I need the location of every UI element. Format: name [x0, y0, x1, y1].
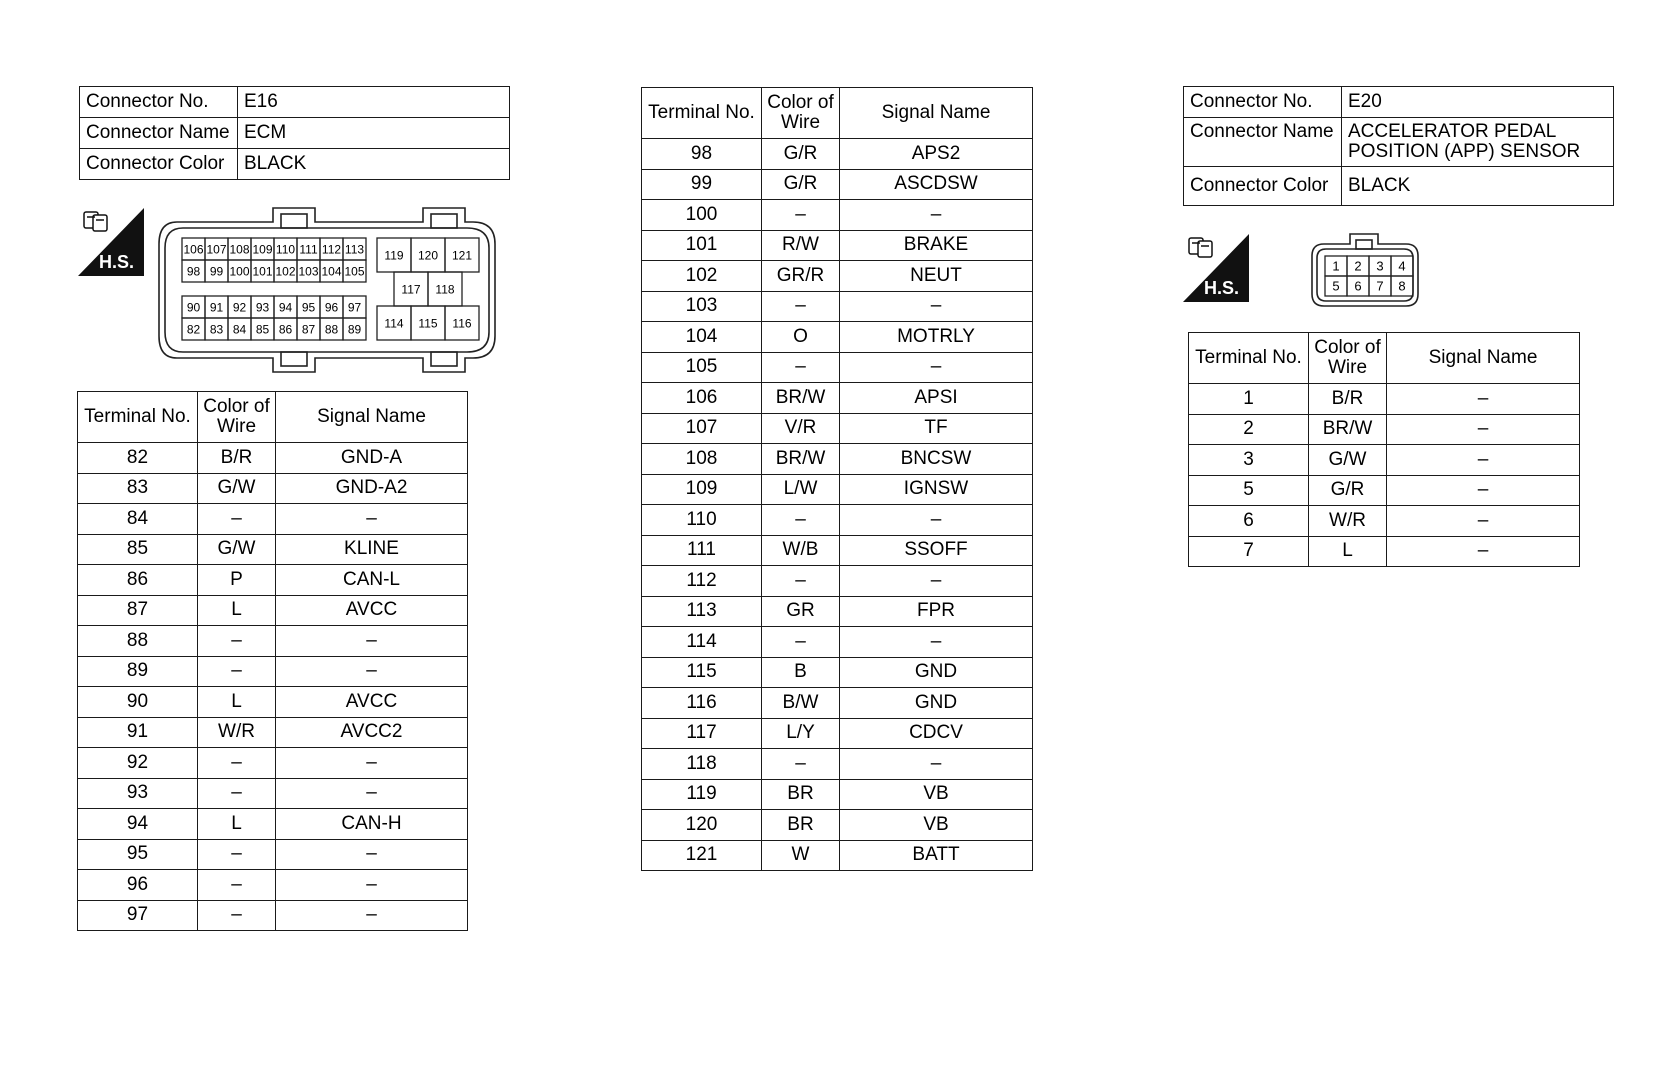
signal-name-cell: GND-A	[276, 443, 468, 474]
signal-name-cell: –	[840, 505, 1033, 536]
table-row	[78, 473, 468, 504]
wire-color-cell: BR/W	[762, 444, 840, 475]
table-header-row	[642, 88, 1033, 139]
terminal-no-cell: 7	[1189, 536, 1309, 567]
color-of-wire-header: Color of Wire	[198, 392, 276, 443]
pin-number: 112	[321, 242, 342, 257]
pin-number: 1	[1332, 258, 1340, 274]
e16-terminal-table-left	[77, 391, 468, 931]
wire-color-cell: L	[198, 809, 276, 840]
terminal-no-cell: 116	[642, 688, 762, 719]
terminal-no-cell: 103	[642, 291, 762, 322]
terminal-no-cell: 111	[642, 535, 762, 566]
signal-name-cell: ASCDSW	[840, 169, 1033, 200]
wire-color-cell: L/Y	[762, 718, 840, 749]
wire-color-cell: –	[198, 656, 276, 687]
pin-block-right	[377, 238, 479, 340]
e20-connector-face-diagram	[1310, 232, 1422, 308]
table-row	[642, 261, 1033, 292]
table-row	[642, 749, 1033, 780]
table-row	[78, 748, 468, 779]
table-row	[78, 565, 468, 596]
signal-name-header: Signal Name	[840, 88, 1033, 139]
terminal-no-cell: 90	[78, 687, 198, 718]
terminal-no-cell: 93	[78, 778, 198, 809]
connector-no-row	[1184, 87, 1614, 118]
wire-color-cell: –	[762, 749, 840, 780]
connector-no-value: E16	[238, 87, 510, 118]
table-row	[642, 322, 1033, 353]
e16-connector-info-table	[79, 86, 510, 180]
wire-color-cell: W	[762, 840, 840, 871]
signal-name-cell: –	[1387, 414, 1580, 445]
pin-number: 96	[324, 300, 339, 315]
connector-color-label: Connector Color	[1184, 167, 1342, 206]
table-row	[78, 443, 468, 474]
pin-number: 83	[209, 322, 224, 337]
pin-number: 113	[344, 242, 365, 257]
signal-name-cell: SSOFF	[840, 535, 1033, 566]
color-of-wire-header: Color of Wire	[1309, 333, 1387, 384]
wire-color-cell: O	[762, 322, 840, 353]
pin-block-upper-left	[182, 238, 366, 282]
wire-color-cell: –	[198, 839, 276, 870]
hs-label: H.S.	[1204, 278, 1240, 298]
e20-connector-info-table	[1183, 86, 1614, 206]
pin-number: 104	[321, 264, 342, 279]
table-row	[642, 657, 1033, 688]
pin-number: 107	[206, 242, 227, 257]
pin-number: 91	[209, 300, 224, 315]
wire-color-cell: L	[198, 687, 276, 718]
signal-name-cell: –	[276, 656, 468, 687]
wire-color-cell: W/R	[198, 717, 276, 748]
signal-name-cell: IGNSW	[840, 474, 1033, 505]
terminal-no-header: Terminal No.	[642, 88, 762, 139]
table-row	[78, 870, 468, 901]
pin-number: 116	[452, 316, 472, 331]
table-row	[642, 474, 1033, 505]
wire-color-cell: B	[762, 657, 840, 688]
wire-color-cell: G/R	[762, 169, 840, 200]
pin-number: 89	[347, 322, 362, 337]
signal-name-cell: –	[276, 870, 468, 901]
table-row	[642, 383, 1033, 414]
terminal-no-cell: 120	[642, 810, 762, 841]
pin-number: 119	[384, 248, 404, 263]
terminal-no-cell: 96	[78, 870, 198, 901]
pin-number: 106	[183, 242, 204, 257]
terminal-no-cell: 1	[1189, 384, 1309, 415]
wire-color-cell: –	[198, 778, 276, 809]
connector-name-value: ACCELERATOR PEDAL POSITION (APP) SENSOR	[1342, 118, 1614, 167]
wire-color-cell: G/W	[198, 473, 276, 504]
pin-number: 4	[1398, 258, 1406, 274]
connector-no-row	[80, 87, 510, 118]
terminal-no-cell: 115	[642, 657, 762, 688]
table-row	[78, 504, 468, 535]
signal-name-cell: CAN-L	[276, 565, 468, 596]
wire-color-cell: –	[762, 352, 840, 383]
connector-color-row	[1184, 167, 1614, 206]
pin-number: 5	[1332, 278, 1340, 294]
table-row	[78, 717, 468, 748]
e16-terminal-table-middle	[641, 87, 1033, 871]
wire-color-cell: B/R	[1309, 384, 1387, 415]
pin-number: 109	[252, 242, 273, 257]
table-row	[78, 626, 468, 657]
terminal-no-cell: 109	[642, 474, 762, 505]
table-row	[78, 534, 468, 565]
pin-number: 90	[186, 300, 201, 315]
terminal-no-cell: 104	[642, 322, 762, 353]
terminal-no-cell: 107	[642, 413, 762, 444]
signal-name-cell: –	[1387, 384, 1580, 415]
pin-number: 84	[232, 322, 247, 337]
wire-color-cell: V/R	[762, 413, 840, 444]
signal-name-cell: VB	[840, 779, 1033, 810]
terminal-no-cell: 91	[78, 717, 198, 748]
connector-no-label: Connector No.	[80, 87, 238, 118]
signal-name-cell: –	[276, 839, 468, 870]
table-row	[1189, 384, 1580, 415]
table-header-row	[1189, 333, 1580, 384]
pin-number: 87	[301, 322, 316, 337]
signal-name-cell: APS2	[840, 139, 1033, 170]
connector-color-label: Connector Color	[80, 149, 238, 180]
signal-name-cell: NEUT	[840, 261, 1033, 292]
signal-name-cell: –	[840, 627, 1033, 658]
signal-name-cell: VB	[840, 810, 1033, 841]
table-row	[78, 656, 468, 687]
terminal-no-cell: 2	[1189, 414, 1309, 445]
connector-hand-icon	[84, 212, 107, 231]
table-row	[78, 900, 468, 931]
terminal-no-cell: 121	[642, 840, 762, 871]
pin-number: 82	[186, 322, 201, 337]
table-row	[78, 809, 468, 840]
terminal-no-cell: 94	[78, 809, 198, 840]
terminal-no-cell: 101	[642, 230, 762, 261]
e20-terminal-table	[1188, 332, 1580, 567]
terminal-no-cell: 95	[78, 839, 198, 870]
table-row	[642, 627, 1033, 658]
terminal-no-cell: 82	[78, 443, 198, 474]
wire-color-cell: –	[762, 627, 840, 658]
table-row	[642, 230, 1033, 261]
terminal-no-cell: 98	[642, 139, 762, 170]
signal-name-cell: –	[1387, 506, 1580, 537]
pin-number: 8	[1398, 278, 1406, 294]
pin-number: 118	[435, 282, 455, 297]
wire-color-cell: L/W	[762, 474, 840, 505]
signal-name-cell: CDCV	[840, 718, 1033, 749]
table-row	[78, 595, 468, 626]
terminal-no-cell: 84	[78, 504, 198, 535]
wire-color-cell: GR/R	[762, 261, 840, 292]
pin-number: 7	[1376, 278, 1384, 294]
signal-name-cell: AVCC	[276, 595, 468, 626]
color-of-wire-header: Color of Wire	[762, 88, 840, 139]
wire-color-cell: W/B	[762, 535, 840, 566]
signal-name-cell: –	[1387, 536, 1580, 567]
signal-name-cell: –	[1387, 475, 1580, 506]
wire-color-cell: BR/W	[1309, 414, 1387, 445]
terminal-no-cell: 108	[642, 444, 762, 475]
table-row	[642, 840, 1033, 871]
pin-number: 99	[209, 264, 224, 279]
pin-number: 95	[301, 300, 316, 315]
table-row	[642, 718, 1033, 749]
terminal-no-cell: 97	[78, 900, 198, 931]
terminal-no-cell: 92	[78, 748, 198, 779]
signal-name-header: Signal Name	[1387, 333, 1580, 384]
harness-side-badge	[78, 208, 144, 276]
pin-number: 94	[278, 300, 293, 315]
pin-number: 110	[275, 242, 296, 257]
table-header-row	[78, 392, 468, 443]
hs-label: H.S.	[99, 252, 135, 272]
connector-color-value: BLACK	[1342, 167, 1614, 206]
pin-block-lower-left	[182, 296, 366, 340]
pin-number: 2	[1354, 258, 1362, 274]
signal-name-cell: TF	[840, 413, 1033, 444]
table-row	[642, 566, 1033, 597]
table-row	[642, 444, 1033, 475]
wire-color-cell: W/R	[1309, 506, 1387, 537]
signal-name-cell: AVCC	[276, 687, 468, 718]
connector-hand-icon	[1189, 238, 1212, 257]
wire-color-cell: G/W	[198, 534, 276, 565]
wire-color-cell: –	[762, 291, 840, 322]
pin-number: 121	[451, 248, 473, 263]
e16-connector-face-diagram	[155, 200, 507, 380]
wire-color-cell: G/R	[1309, 475, 1387, 506]
pin-number: 93	[255, 300, 270, 315]
terminal-no-cell: 114	[642, 627, 762, 658]
terminal-no-cell: 113	[642, 596, 762, 627]
pin-number: 117	[401, 282, 421, 297]
wire-color-cell: –	[762, 566, 840, 597]
table-row	[642, 596, 1033, 627]
terminal-no-cell: 102	[642, 261, 762, 292]
pin-number: 105	[344, 264, 365, 279]
pin-number: 100	[229, 264, 250, 279]
signal-name-cell: –	[276, 778, 468, 809]
connector-no-value: E20	[1342, 87, 1614, 118]
signal-name-cell: BRAKE	[840, 230, 1033, 261]
signal-name-cell: APSI	[840, 383, 1033, 414]
pin-number: 98	[186, 264, 201, 279]
pin-number: 88	[324, 322, 339, 337]
pin-number: 103	[298, 264, 319, 279]
table-row	[642, 200, 1033, 231]
connector-name-label: Connector Name	[80, 118, 238, 149]
table-row	[78, 687, 468, 718]
signal-name-cell: GND	[840, 657, 1033, 688]
connector-name-row	[80, 118, 510, 149]
terminal-no-cell: 6	[1189, 506, 1309, 537]
table-row	[1189, 536, 1580, 567]
pin-number: 85	[255, 322, 270, 337]
signal-name-cell: –	[840, 352, 1033, 383]
table-row	[642, 139, 1033, 170]
wire-color-cell: –	[198, 504, 276, 535]
wire-color-cell: B/W	[762, 688, 840, 719]
signal-name-cell: –	[840, 749, 1033, 780]
signal-name-cell: GND-A2	[276, 473, 468, 504]
terminal-no-cell: 86	[78, 565, 198, 596]
terminal-no-cell: 88	[78, 626, 198, 657]
table-row	[642, 688, 1033, 719]
wire-color-cell: BR	[762, 810, 840, 841]
signal-name-cell: –	[1387, 445, 1580, 476]
pin-number: 114	[384, 316, 404, 331]
terminal-no-cell: 112	[642, 566, 762, 597]
pin-number: 86	[278, 322, 293, 337]
table-row	[642, 291, 1033, 322]
signal-name-cell: CAN-H	[276, 809, 468, 840]
wire-color-cell: G/R	[762, 139, 840, 170]
pin-number: 108	[229, 242, 250, 257]
terminal-no-header: Terminal No.	[1189, 333, 1309, 384]
signal-name-cell: –	[840, 200, 1033, 231]
signal-name-cell: –	[276, 900, 468, 931]
wire-color-cell: –	[198, 626, 276, 657]
pin-number: 101	[252, 264, 273, 279]
connector-name-value: ECM	[238, 118, 510, 149]
terminal-no-cell: 5	[1189, 475, 1309, 506]
terminal-no-cell: 89	[78, 656, 198, 687]
terminal-no-cell: 118	[642, 749, 762, 780]
connector-no-label: Connector No.	[1184, 87, 1342, 118]
wire-color-cell: –	[198, 870, 276, 901]
table-row	[642, 169, 1033, 200]
signal-name-cell: BATT	[840, 840, 1033, 871]
pin-number: 115	[418, 316, 438, 331]
pin-number: 97	[347, 300, 362, 315]
connector-color-row	[80, 149, 510, 180]
pin-number: 92	[232, 300, 247, 315]
connector-name-label: Connector Name	[1184, 118, 1342, 167]
table-row	[1189, 445, 1580, 476]
terminal-no-cell: 100	[642, 200, 762, 231]
harness-side-badge	[1183, 234, 1249, 302]
table-row	[642, 505, 1033, 536]
pin-number: 6	[1354, 278, 1362, 294]
table-row	[1189, 414, 1580, 445]
connector-color-value: BLACK	[238, 149, 510, 180]
signal-name-cell: –	[276, 626, 468, 657]
wire-color-cell: G/W	[1309, 445, 1387, 476]
terminal-no-header: Terminal No.	[78, 392, 198, 443]
wire-color-cell: BR/W	[762, 383, 840, 414]
terminal-no-cell: 83	[78, 473, 198, 504]
table-row	[642, 352, 1033, 383]
terminal-no-cell: 110	[642, 505, 762, 536]
pin-number: 102	[275, 264, 296, 279]
table-row	[642, 810, 1033, 841]
wire-color-cell: –	[198, 748, 276, 779]
wire-color-cell: –	[762, 200, 840, 231]
wire-color-cell: L	[198, 595, 276, 626]
wire-color-cell: P	[198, 565, 276, 596]
signal-name-cell: –	[276, 504, 468, 535]
wire-color-cell: BR	[762, 779, 840, 810]
signal-name-header: Signal Name	[276, 392, 468, 443]
pin-grid	[1325, 256, 1413, 296]
table-row	[1189, 475, 1580, 506]
pin-number: 3	[1376, 258, 1384, 274]
terminal-no-cell: 3	[1189, 445, 1309, 476]
table-row	[78, 778, 468, 809]
terminal-no-cell: 87	[78, 595, 198, 626]
connector-name-row	[1184, 118, 1614, 167]
signal-name-cell: BNCSW	[840, 444, 1033, 475]
signal-name-cell: AVCC2	[276, 717, 468, 748]
table-row	[78, 839, 468, 870]
table-row	[1189, 506, 1580, 537]
pin-number: 111	[299, 242, 318, 257]
signal-name-cell: FPR	[840, 596, 1033, 627]
pin-number: 120	[417, 248, 439, 263]
wire-color-cell: –	[762, 505, 840, 536]
terminal-no-cell: 99	[642, 169, 762, 200]
table-row	[642, 413, 1033, 444]
wire-color-cell: B/R	[198, 443, 276, 474]
signal-name-cell: –	[840, 566, 1033, 597]
terminal-no-cell: 105	[642, 352, 762, 383]
wire-color-cell: L	[1309, 536, 1387, 567]
signal-name-cell: KLINE	[276, 534, 468, 565]
signal-name-cell: –	[276, 748, 468, 779]
terminal-no-cell: 85	[78, 534, 198, 565]
terminal-no-cell: 117	[642, 718, 762, 749]
wire-color-cell: –	[198, 900, 276, 931]
table-row	[642, 535, 1033, 566]
signal-name-cell: –	[840, 291, 1033, 322]
signal-name-cell: MOTRLY	[840, 322, 1033, 353]
signal-name-cell: GND	[840, 688, 1033, 719]
wire-color-cell: GR	[762, 596, 840, 627]
terminal-no-cell: 119	[642, 779, 762, 810]
terminal-no-cell: 106	[642, 383, 762, 414]
wire-color-cell: R/W	[762, 230, 840, 261]
table-row	[642, 779, 1033, 810]
